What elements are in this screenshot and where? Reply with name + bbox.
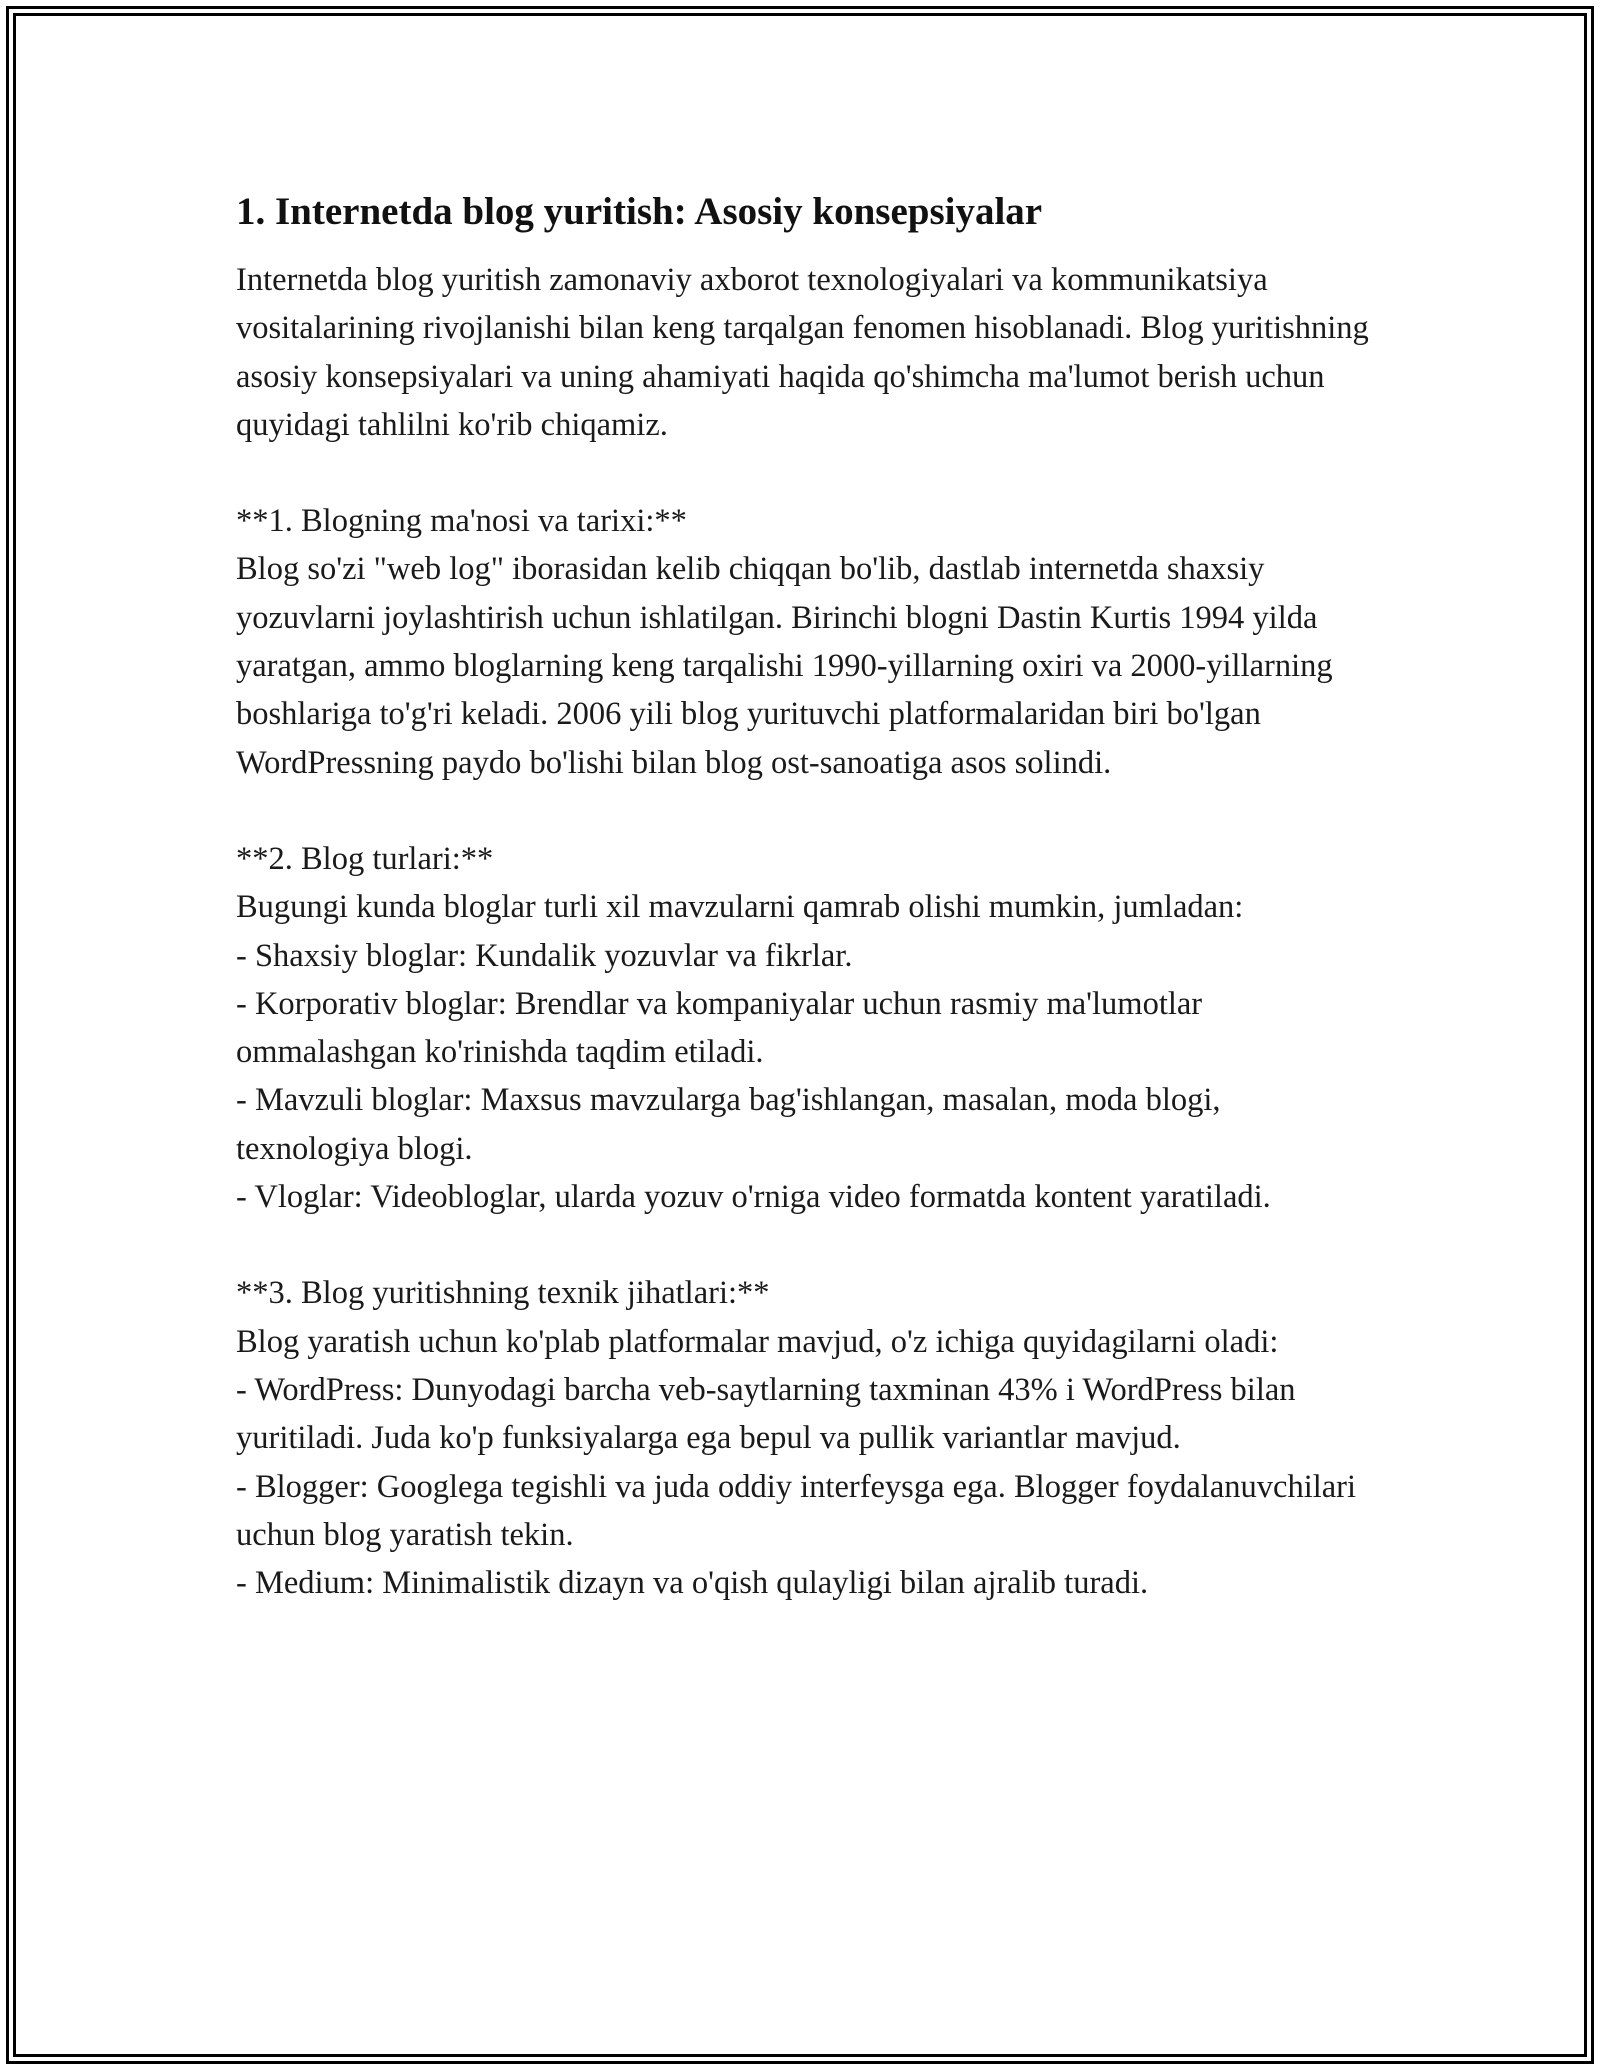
section-technical-aspects [236,1269,1376,1607]
section-blog-types [236,835,1376,1221]
section-heading: **1. Blogning ma'nosi va tarixi:** [236,503,687,540]
list-item: - WordPress: Dunyodagi barcha veb-saytlarning taxminan 43% i WordPress bilan yuritiladi. Juda ko'p funksiyalarga ega bepul va pullik variantlar mavjud. [236,1371,1296,1457]
list-item: - Shaxsiy bloglar: Kundalik yozuvlar va fikrlar. [236,937,853,974]
document-title: 1. Internetda blog yuritish: Asosiy konsepsiyalar [236,190,1043,233]
list-item: - Korporativ bloglar: Brendlar va kompaniyalar uchun rasmiy ma'lumotlar ommalashgan ko'rinishda taqdim etiladi. [236,985,1203,1071]
section-blog-meaning-history [236,497,1376,787]
section-heading: **3. Blog yuritishning texnik jihatlari:** [236,1275,770,1312]
list-item: - Medium: Minimalistik dizayn va o'qish qulayligi bilan ajralib turadi. [236,1565,1149,1602]
section-paragraph: Blog yaratish uchun ko'plab platformalar mavjud, o'z ichiga quyidagilarni oladi: [236,1323,1279,1360]
section-paragraph: Blog so'zi "web log" iborasidan kelib chiqqan bo'lib, dastlab internetda shaxsiy yozuvlarni joylashtirish uchun ishlatilgan. Birinchi blogni Dastin Kurtis 1994 yilda yaratgan, ammo bloglarning keng tarqalishi 1990-yillarning oxiri va 2000-yillarning boshlariga to'g'ri keladi. 2006 yili blog yurituvchi platformalaridan biri bo'lgan WordPressning paydo bo'lishi bilan blog ost-sanoatiga asos solindi. [236,551,1333,781]
section-paragraph: Bugungi kunda bloglar turli xil mavzularni qamrab olishi mumkin, jumladan: [236,889,1244,926]
list-item: - Vloglar: Videobloglar, ularda yozuv o'rniga video formatda kontent yaratiladi. [236,1179,1271,1216]
document-body [236,186,1376,1607]
list-item: - Blogger: Googlega tegishli va juda oddiy interfeysga ega. Blogger foydalanuvchilari uchun blog yaratish tekin. [236,1468,1357,1553]
section-heading: **2. Blog turlari:** [236,840,494,877]
intro-paragraph: Internetda blog yuritish zamonaviy axborot texnologiyalari va kommunikatsiya vositalarining rivojlanishi bilan keng tarqalgan fenomen hisoblanadi. Blog yuritishning asosiy konsepsiyalari va uning ahamiyati haqida qo'shimcha ma'lumot berish uchun quyidagi tahlilni ko'rib chiqamiz. [236,262,1369,443]
list-item: - Mavzuli bloglar: Maxsus mavzularga bag'ishlangan, masalan, moda blogi, texnologiya blogi. [236,1082,1221,1167]
